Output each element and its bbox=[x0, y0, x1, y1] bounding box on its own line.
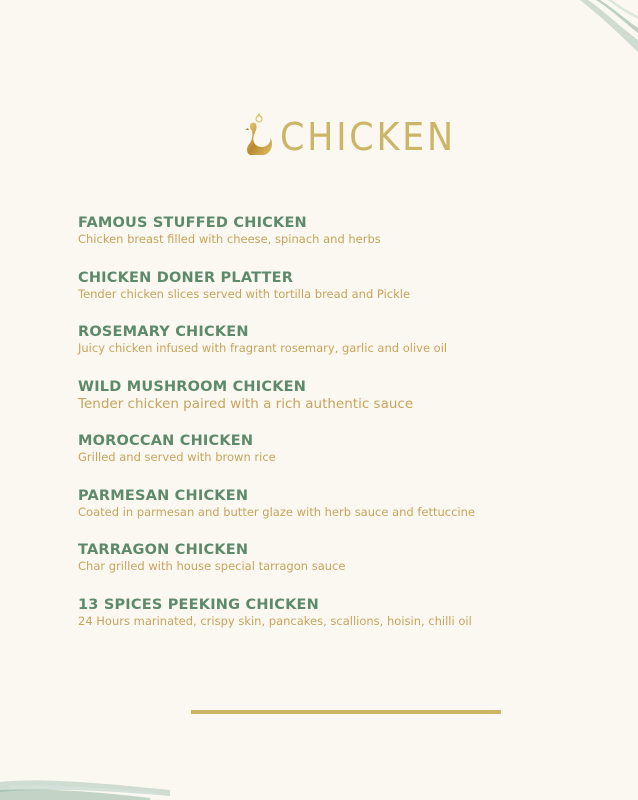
menu-item bbox=[78, 215, 598, 270]
menu-item bbox=[78, 433, 598, 488]
menu-item-description: Coated in parmesan and butter glaze with herb sauce and fettuccine bbox=[78, 504, 475, 519]
swan-icon bbox=[242, 113, 276, 161]
menu-item-description: Char grilled with house special tarragon sauce bbox=[78, 559, 346, 573]
brush-stroke-decoration-bottom bbox=[0, 760, 170, 800]
menu-list bbox=[78, 215, 598, 651]
menu-item bbox=[78, 379, 598, 434]
menu-item-name: 13 SPICES PEEKING CHICKEN bbox=[78, 596, 319, 613]
menu-item-description: 24 Hours marinated, crispy skin, pancakes, scallions, hoisin, chilli oil bbox=[78, 613, 472, 628]
brush-stroke-decoration-top bbox=[568, 0, 638, 60]
menu-item bbox=[78, 542, 598, 597]
menu-item bbox=[78, 488, 598, 543]
menu-item-description: Tender chicken paired with a rich authentic sauce bbox=[78, 395, 414, 412]
menu-item-description: Juicy chicken infused with fragrant rosemary, garlic and olive oil bbox=[78, 341, 448, 355]
page-title: CHICKEN bbox=[280, 115, 456, 159]
menu-item-name: PARMESAN CHICKEN bbox=[78, 487, 249, 504]
menu-item-name: WILD MUSHROOM CHICKEN bbox=[78, 378, 307, 395]
menu-item-description: Tender chicken slices served with tortilla bread and Pickle bbox=[78, 286, 411, 301]
menu-section-header bbox=[242, 112, 471, 162]
menu-item-name: FAMOUS STUFFED CHICKEN bbox=[78, 215, 307, 231]
menu-item-name: ROSEMARY CHICKEN bbox=[78, 324, 249, 340]
divider bbox=[191, 710, 501, 714]
menu-item bbox=[78, 270, 598, 325]
menu-item bbox=[78, 324, 598, 379]
menu-item-name: TARRAGON CHICKEN bbox=[78, 542, 249, 558]
menu-item-name: MOROCCAN CHICKEN bbox=[78, 433, 254, 449]
menu-item-description: Grilled and served with brown rice bbox=[78, 450, 276, 464]
menu-item-description: Chicken breast filled with cheese, spinach and herbs bbox=[78, 232, 381, 246]
menu-item-name: CHICKEN DONER PLATTER bbox=[78, 269, 294, 286]
menu-item bbox=[78, 597, 598, 652]
